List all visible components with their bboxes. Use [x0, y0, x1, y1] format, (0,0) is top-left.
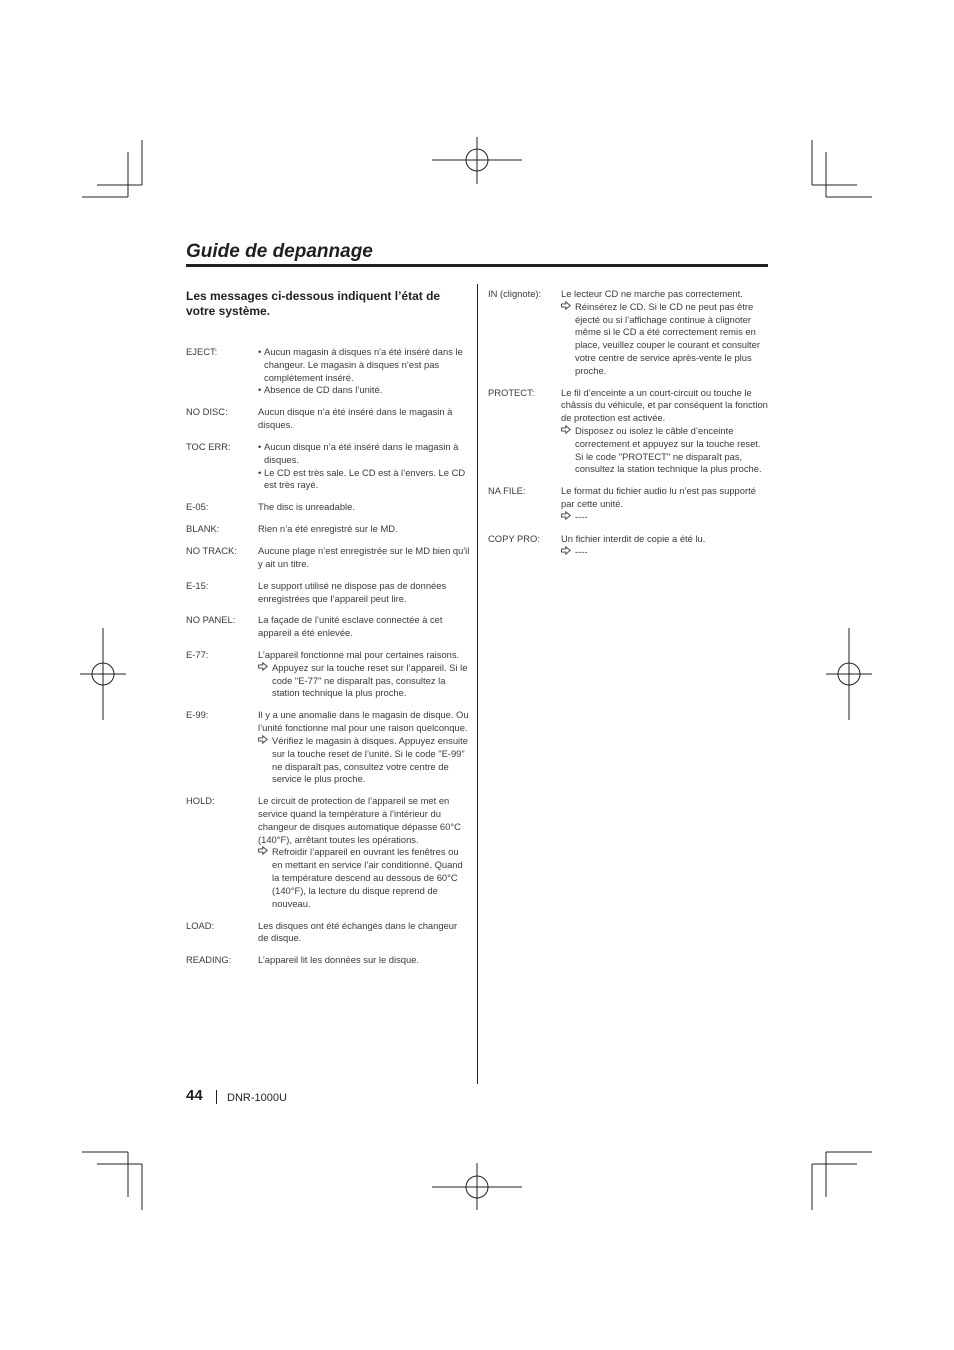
message-code: E-99:	[186, 709, 209, 721]
column-divider	[477, 284, 478, 1084]
description-text: Aucun disque n’a été inséré dans le magasin à disques.	[258, 406, 453, 431]
remedy-text: Appuyez sur la touche reset sur l’appareil. Si le code "E-77" ne disparaît pas, consultez la station technique la plus proche.	[272, 661, 468, 699]
message-entry	[186, 346, 470, 397]
message-entry	[186, 649, 470, 700]
message-code: NO TRACK:	[186, 545, 237, 557]
message-description	[561, 485, 770, 523]
message-description	[561, 533, 770, 559]
message-description	[258, 795, 470, 910]
section-heading: Les messages ci-dessous indiquent l’état de votre système.	[186, 289, 441, 318]
arrow-right-outline-icon	[258, 846, 272, 910]
message-entry	[186, 795, 470, 910]
bullet-item	[258, 467, 470, 493]
remedy-text: Disposez ou isolez le câble d’enceinte correctement et appuyez sur la touche reset. Si le code "PROTECT" ne disparaît pas, consultez la station technique la plus proche.	[575, 425, 762, 475]
description-text: Le lecteur CD ne marche pas correctement.	[561, 288, 743, 299]
bullet-text: Aucun magasin à disques n'a été inséré dans le changeur. Le magasin à disques n’est pas complètement inséré.	[264, 346, 463, 383]
message-code: NO DISC:	[186, 406, 228, 418]
message-entry	[186, 954, 470, 967]
arrow-right-outline-icon	[258, 735, 272, 786]
crosshair-icon	[826, 628, 872, 720]
crop-mark-icon	[812, 140, 872, 197]
message-entry	[186, 580, 470, 606]
remedy-text: ----	[575, 545, 588, 557]
page-number: 44	[186, 1087, 203, 1104]
bullet-item	[258, 384, 470, 397]
bullet-item	[258, 346, 470, 384]
message-code: HOLD:	[186, 795, 215, 807]
message-code: E-77:	[186, 649, 209, 661]
message-description	[258, 649, 470, 700]
arrow-right-outline-icon	[561, 425, 575, 476]
message-code: E-15:	[186, 579, 209, 591]
message-description	[258, 709, 470, 786]
left-column	[186, 346, 470, 976]
arrow-right-outline-icon	[258, 662, 272, 700]
message-code: PROTECT:	[488, 386, 535, 398]
description-text: L’appareil fonctionne mal pour certaines raisons.	[258, 649, 460, 661]
remedy-step	[561, 301, 770, 378]
message-description	[561, 288, 770, 378]
footer-divider	[216, 1090, 217, 1104]
bullet-item	[258, 441, 470, 467]
message-entry	[488, 288, 770, 378]
message-description	[258, 614, 470, 640]
message-entry	[488, 485, 770, 523]
remedy-text: ----	[575, 510, 588, 522]
message-entry	[186, 523, 470, 536]
remedy-step	[561, 425, 770, 476]
message-code: EJECT:	[186, 346, 218, 357]
message-code: NA FILE:	[488, 485, 526, 497]
message-code: NO PANEL:	[186, 614, 236, 626]
crop-mark-icon	[82, 140, 142, 197]
description-text: La façade de l’unité esclave connectée à cet appareil a été enlevée.	[258, 614, 443, 639]
description-text: Le fil d’enceinte a un court-circuit ou touche le châssis du véhicule, et par conséquent la fonction de protection est activée.	[561, 386, 768, 424]
bullet-dot-icon: •	[258, 384, 262, 396]
bullet-text: Le CD est très sale. Le CD est à l’envers. Le CD est très rayé.	[264, 466, 466, 491]
arrow-right-outline-icon	[561, 546, 575, 559]
crosshair-icon	[432, 137, 522, 184]
description-text: Aucune plage n’est enregistrée sur le MD bien qu'il y ait un titre.	[258, 545, 470, 569]
model-name: DNR-1000U	[227, 1092, 287, 1104]
message-description	[258, 523, 470, 536]
message-code: LOAD:	[186, 919, 215, 931]
message-description	[561, 387, 770, 477]
remedy-text: Refroidir l’appareil en ouvrant les fenêtres ou en mettant en service l’air conditionné. Quand la température descend au dessous de 60°C (140°F), la lecture du disque reprend de nouveau.	[272, 846, 463, 909]
remedy-step	[258, 662, 470, 700]
page-title: Guide de depannage	[186, 241, 373, 262]
message-code: COPY PRO:	[488, 532, 540, 544]
arrow-right-outline-icon	[561, 511, 575, 524]
message-code: IN (clignote):	[488, 288, 542, 299]
crosshair-icon	[80, 628, 126, 720]
description-text: Rien n’a été enregistré sur le MD.	[258, 523, 398, 535]
bullet-dot-icon: •	[258, 346, 262, 357]
description-text: Le circuit de protection de l’appareil se met en service quand la température à l’intérieur du changeur de disques automatique dépasse 60°C (140°F), arrêtant toutes les opérations.	[258, 795, 461, 845]
message-code: TOC ERR:	[186, 440, 231, 452]
remedy-text: Réinsérez le CD. Si le CD ne peut pas être éjecté ou si l’affichage continue à clignoter même si le CD a été correctement remis en place, veuillez couper le courant et consulter votre centre de service après-vente le plus proche.	[575, 300, 761, 376]
message-description	[258, 954, 470, 967]
arrow-right-outline-icon	[561, 301, 575, 378]
description-text: Il y a une anomalie dans le magasin de disque. Ou l’unité fonctionne mal pour une raison quelconque.	[258, 709, 469, 734]
message-entry	[186, 441, 470, 492]
description-text: Les disques ont été échangés dans le changeur de disque.	[258, 919, 458, 944]
message-code: BLANK:	[186, 523, 220, 535]
description-text: L’appareil lit les données sur le disque.	[258, 954, 420, 966]
message-entry	[186, 501, 470, 514]
description-text: Un fichier interdit de copie a été lu.	[561, 532, 706, 544]
message-entry	[488, 533, 770, 559]
message-description	[258, 920, 470, 946]
message-entry	[186, 406, 470, 432]
message-entry	[186, 709, 470, 786]
description-text: Le format du fichier audio lu n’est pas supporté par cette unité.	[561, 485, 756, 510]
remedy-step	[561, 546, 770, 559]
remedy-step	[258, 846, 470, 910]
message-entry	[186, 614, 470, 640]
bullet-text: Absence de CD dans l’unité.	[264, 384, 383, 396]
message-code: E-05:	[186, 501, 209, 513]
crop-mark-icon	[812, 1152, 872, 1210]
message-description	[258, 501, 470, 514]
message-description	[258, 441, 470, 492]
bullet-dot-icon: •	[258, 466, 262, 478]
message-entry	[186, 920, 470, 946]
right-column	[488, 288, 770, 568]
message-entry	[488, 387, 770, 477]
title-rule	[186, 264, 768, 267]
message-entry	[186, 545, 470, 571]
bullet-text: Aucun disque n’a été inséré dans le magasin à disques.	[264, 440, 459, 465]
message-description	[258, 545, 470, 571]
message-code: READING:	[186, 954, 232, 966]
remedy-text: Vérifiez le magasin à disques. Appuyez ensuite sur la touche reset de l’unité. Si le code "E-99" ne disparaît pas, consultez votre centre de service le plus proche.	[272, 734, 468, 785]
remedy-step	[258, 735, 470, 786]
crop-mark-icon	[82, 1152, 142, 1210]
message-description	[258, 580, 470, 606]
crosshair-icon	[432, 1163, 522, 1210]
description-text: The disc is unreadable.	[258, 501, 355, 513]
bullet-dot-icon: •	[258, 440, 262, 452]
remedy-step	[561, 511, 770, 524]
message-description	[258, 346, 470, 397]
description-text: Le support utilisé ne dispose pas de données enregistrées que l’appareil peut lire.	[258, 579, 447, 604]
message-description	[258, 406, 470, 432]
